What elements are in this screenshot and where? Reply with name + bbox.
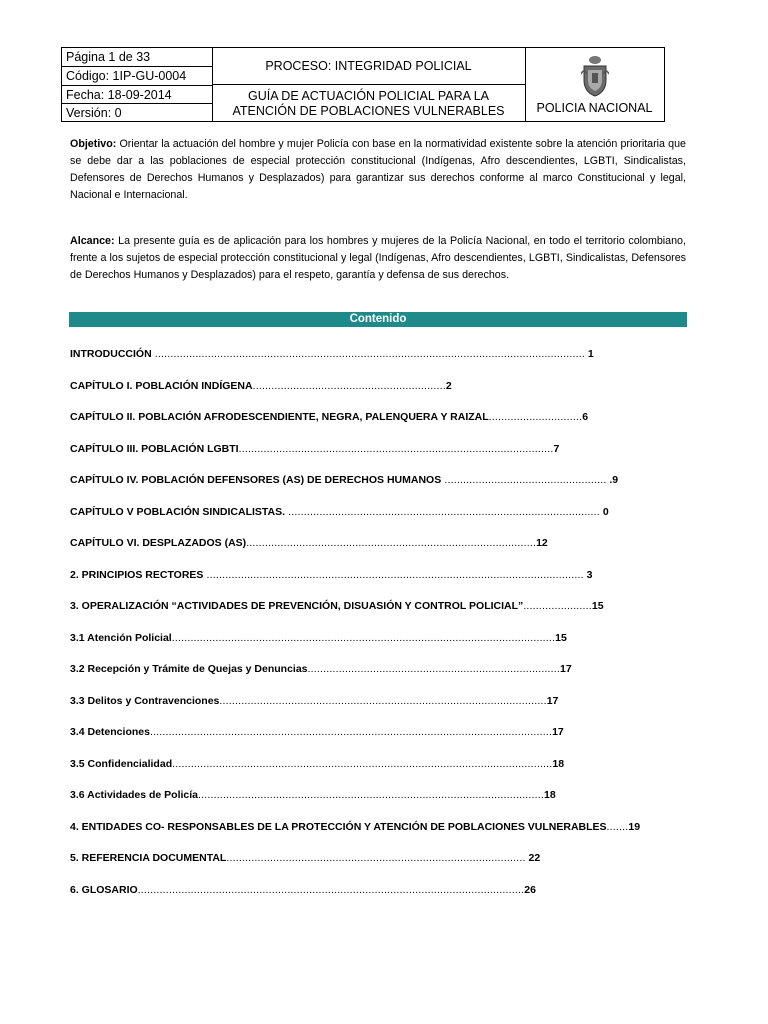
toc-leader-dots: ...........................................................................................................................: [171, 631, 556, 644]
toc-entry[interactable]: [70, 757, 630, 789]
toc-entry[interactable]: [70, 725, 630, 757]
toc-page-number: 15: [591, 600, 604, 612]
contents-heading-bar: Contenido: [69, 312, 687, 327]
toc-leader-dots: ....................................................: [441, 474, 607, 486]
toc-entry[interactable]: [70, 631, 630, 663]
toc-entry-title: CAPÍTULO IV. POBLACIÓN DEFENSORES (AS) DE DERECHOS HUMANOS: [70, 474, 442, 486]
organization-name: POLICIA NACIONAL: [536, 101, 653, 115]
organization-cell: [525, 48, 664, 121]
toc-entry[interactable]: [70, 473, 630, 505]
toc-leader-dots: .................................................................................................................................: [149, 726, 553, 738]
toc-leader-dots: ..........................................................................................................................................: [151, 348, 585, 360]
toc-leader-dots: .........................................................................................................................: [203, 568, 584, 581]
page-number: Página 1 de 33: [66, 50, 151, 64]
toc-leader-dots: ..........................................................................................................................: [172, 757, 553, 770]
document-header-table: [61, 47, 665, 122]
toc-leader-dots: ..............................: [488, 411, 583, 423]
toc-page-number: 18: [544, 789, 556, 801]
toc-page-number: 7: [553, 442, 560, 455]
toc-entry[interactable]: [70, 788, 630, 820]
toc-page-number: 19: [628, 820, 641, 833]
toc-page-number: 17: [560, 663, 572, 675]
toc-entry-title: 3.2 Recepción y Trámite de Quejas y Denuncias: [70, 663, 308, 675]
objective-label: Objetivo:: [70, 138, 117, 150]
toc-entry[interactable]: [70, 536, 630, 568]
toc-leader-dots: .............................................................................................: [246, 537, 537, 549]
toc-entry-title: 3.4 Detenciones: [70, 726, 150, 738]
toc-entry[interactable]: [70, 820, 641, 852]
toc-entry[interactable]: [70, 662, 630, 694]
toc-entry-title: CAPÍTULO V POBLACIÓN SINDICALISTAS.: [70, 505, 286, 518]
scope-paragraph: [70, 233, 686, 284]
toc-entry[interactable]: [70, 505, 630, 537]
toc-entry[interactable]: [70, 883, 630, 915]
guide-title: [212, 85, 525, 119]
toc-page-number: .9: [606, 474, 619, 486]
toc-entry-title: 5. REFERENCIA DOCUMENTAL: [70, 852, 227, 864]
toc-entry-title: 3.3 Delitos y Contravenciones: [70, 694, 220, 707]
document-date: Fecha: 18-09-2014: [62, 85, 212, 103]
guide-title-line-2: ATENCIÓN DE POBLACIONES VULNERABLES: [232, 104, 505, 118]
toc-entry[interactable]: [70, 442, 630, 474]
police-shield-emblem-icon: [581, 54, 609, 98]
toc-page-number: 26: [524, 883, 536, 896]
toc-page-number: 12: [536, 537, 548, 549]
objective-text: Orientar la actuación del hombre y mujer Policía con base en la normatividad existente sobre la atención prioritaria que se debe dar a las poblaciones de especial protección constitucional (Indígenas, Afro descendientes, LGBTI, Sindicalistas, Defensores de Derechos Humanos y Desplazados) para garantizar sus derechos conforme al marco Constitucional y legal, Nacional e Internacional.: [70, 138, 686, 201]
toc-page-number: 2: [445, 379, 452, 392]
toc-leader-dots: ................................................................................................: [226, 852, 526, 864]
toc-entry-title: CAPÍTULO VI. DESPLAZADOS (AS): [70, 537, 247, 549]
toc-leader-dots: .........................................................................................................: [219, 694, 547, 707]
toc-leader-dots: ..............................................................: [252, 379, 446, 392]
toc-entry-title: 3. OPERALIZACIÓN “ACTIVIDADES DE PREVENCIÓN, DISUASIÓN Y CONTROL POLICIAL”: [70, 600, 524, 612]
toc-entry-title: 3.1 Atención Policial: [70, 631, 172, 644]
toc-entry-title: INTRODUCCIÓN: [70, 348, 152, 360]
toc-leader-dots: .......: [606, 820, 629, 833]
toc-page-number: 1: [584, 348, 594, 360]
toc-page-number: 0: [599, 505, 609, 518]
toc-page-number: 15: [555, 631, 567, 644]
toc-entry-title: 3.6 Actividades de Policía: [70, 789, 198, 801]
toc-page-number: 17: [552, 726, 564, 738]
toc-page-number: 18: [552, 757, 565, 770]
toc-leader-dots: ...............................................................................................................: [198, 789, 545, 801]
toc-entry[interactable]: [70, 694, 630, 726]
document-version: Versión: 0: [62, 103, 212, 121]
toc-leader-dots: .................................................................................: [307, 663, 561, 675]
toc-entry-title: CAPÍTULO II. POBLACIÓN AFRODESCENDIENTE, NEGRA, PALENQUERA Y RAIZAL: [70, 411, 489, 423]
toc-leader-dots: ............................................................................................................................: [137, 883, 525, 896]
toc-page-number: 3: [583, 568, 593, 581]
guide-title-line-1: GUÍA DE ACTUACIÓN POLICIAL PARA LA: [247, 89, 490, 103]
toc-leader-dots: ....................................................................................................: [285, 505, 600, 518]
document-meta-cell: [62, 48, 213, 121]
scope-text: La presente guía es de aplicación para los hombres y mujeres de la Policía Nacional, en todo el territorio colombiano, frente a los sujetos de especial protección constitucional y legal (Indígenas, Afro descendientes, LGBTI, Sindicalistas, Defensores de Derechos Humanos y Desplazados) para el respeto, garantía y defensa de sus derechos.: [70, 235, 686, 281]
document-code: Código: 1IP-GU-0004: [62, 66, 212, 84]
scope-label: Alcance:: [70, 235, 115, 247]
toc-entry-title: CAPÍTULO III. POBLACIÓN LGBTI: [70, 442, 239, 455]
table-of-contents: [70, 347, 641, 914]
toc-entry[interactable]: [70, 410, 630, 442]
toc-leader-dots: ......................: [523, 600, 592, 612]
toc-entry[interactable]: [70, 851, 630, 883]
toc-entry-title: 2. PRINCIPIOS RECTORES: [70, 568, 204, 581]
toc-page-number: 6: [582, 411, 589, 423]
toc-page-number: 22: [525, 852, 541, 864]
toc-page-number: 17: [546, 694, 559, 707]
objective-paragraph: [70, 136, 686, 204]
toc-entry[interactable]: [70, 379, 630, 411]
process-name: PROCESO: INTEGRIDAD POLICIAL: [212, 48, 525, 85]
toc-entry-title: 4. ENTIDADES CO- RESPONSABLES DE LA PROTECCIÓN Y ATENCIÓN DE POBLACIONES VULNERABLES: [70, 820, 607, 833]
toc-entry-title: 6. GLOSARIO: [70, 883, 138, 896]
toc-entry-title: 3.5 Confidencialidad: [70, 757, 173, 770]
toc-leader-dots: .....................................................................................................: [238, 442, 554, 455]
toc-entry[interactable]: [70, 347, 630, 379]
document-title-cell: [212, 48, 526, 121]
toc-entry-title: CAPÍTULO I. POBLACIÓN INDÍGENA: [70, 379, 253, 392]
toc-entry[interactable]: [70, 599, 630, 631]
toc-entry[interactable]: [70, 568, 630, 600]
